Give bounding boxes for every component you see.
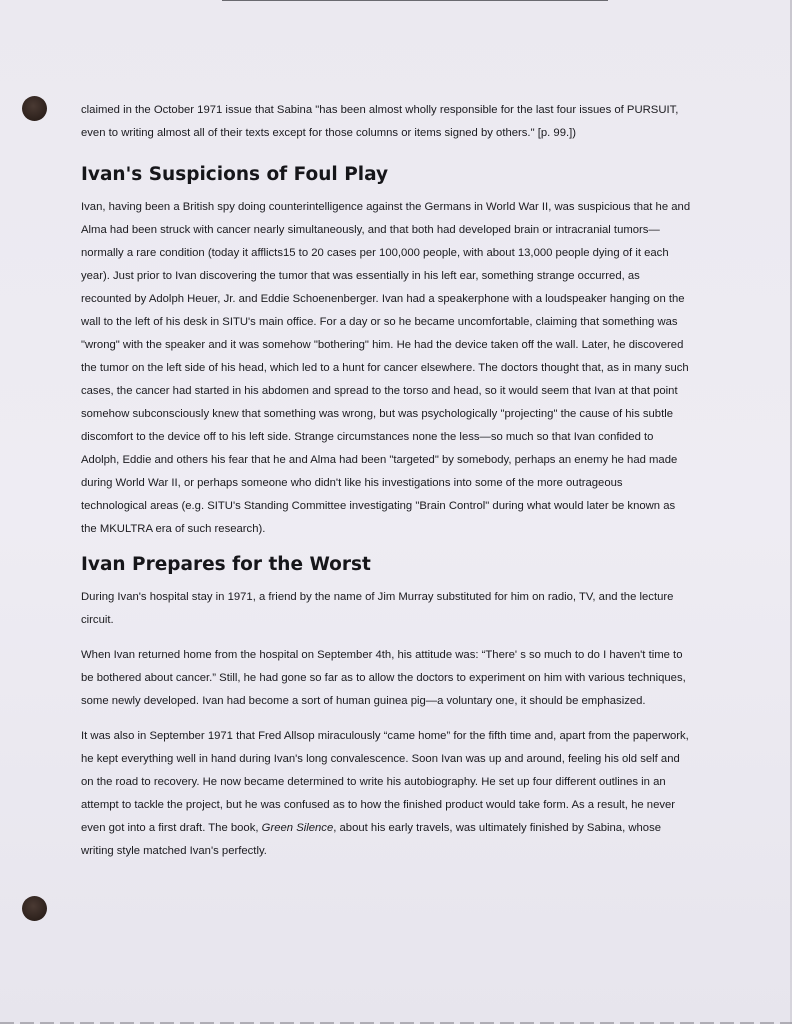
section-heading-prepares: Ivan Prepares for the Worst (81, 554, 371, 575)
punch-hole-bottom (22, 896, 47, 921)
top-rule (222, 0, 608, 1)
autobiography-paragraph (81, 725, 691, 863)
section-heading-suspicions: Ivan's Suspicions of Foul Play (81, 164, 389, 185)
autobiography-text-after: , about his early travels, was ultimately finished by Sabina, whose writing style matched Ivan's perfectly. (81, 822, 662, 857)
returned-home-paragraph: When Ivan returned home from the hospital on September 4th, his attitude was: “There' s so much to do I haven't time to be bothered about cancer.” Still, he had gone so far as to allow the doctors to experiment on him with various techniques, some newly developed. Ivan had become a sort of human guinea pig—a voluntary one, it should be emphasized. (81, 649, 686, 707)
book-title: Green Silence (261, 822, 334, 834)
punch-hole-top (22, 96, 47, 121)
hospital-stay-paragraph: During Ivan's hospital stay in 1971, a friend by the name of Jim Murray substituted for him on radio, TV, and the lecture circuit. (81, 591, 674, 626)
document-body (81, 99, 691, 875)
continuation-paragraph: claimed in the October 1971 issue that Sabina "has been almost wholly responsible for the last four issues of PURSUIT, even to writing almost all of their texts except for those columns or items signed by others." [p. 99.]) (81, 104, 679, 139)
autobiography-text-before: It was also in September 1971 that Fred Allsop miraculously “came home” for the fifth time and, apart from the paperwork, he kept everything well in hand during Ivan's long convalescence. Soon Ivan was up and around, feeling his old self and on the road to recovery. He now became determined to write his autobiography. He set up four different outlines in an attempt to tackle the project, but he was confused as to how the finished product would take form. As a result, he never even got into a first draft. The book, (81, 730, 689, 834)
suspicions-paragraph: Ivan, having been a British spy doing counterintelligence against the Germans in World War II, was suspicious that he and Alma had been struck with cancer nearly simultaneously, and that both had developed brain or intracranial tumors—normally a rare condition (today it afflicts15 to 20 cases per 100,000 people, with about 13,000 people dying of it each year). Just prior to Ivan discovering the tumor that was essentially in his left ear, something strange occurred, as recounted by Adolph Heuer, Jr. and Eddie Schoenenberger. Ivan had a speakerphone with a loudspeaker hanging on the wall to the left of his desk in SITU's main office. For a day or so he became uncomfortable, claiming that something was "wrong" with the speaker and it was somehow "bothering" him. He had the device taken off the wall. Later, he discovered the tumor on the left side of his head, which led to a hunt for cancer elsewhere. The doctors thought that, as in many such cases, the cancer had started in his abdomen and spread to the torso and head, so it would seem that Ivan at that point somehow subconsciously knew that something was wrong, but was psychologically "projecting" the cause of his subtle discomfort to the device off to his left side. Strange circumstances none the less—so much so that Ivan confided to Adolph, Eddie and others his fear that he and Alma had been "targeted" by somebody, perhaps an enemy he had made during World War II, or perhaps someone who didn't like his investigations into some of the more outrageous technological areas (e.g. SITU's Standing Committee investigating "Brain Control" during what would later be known as the MKULTRA era of such research). (81, 201, 691, 535)
